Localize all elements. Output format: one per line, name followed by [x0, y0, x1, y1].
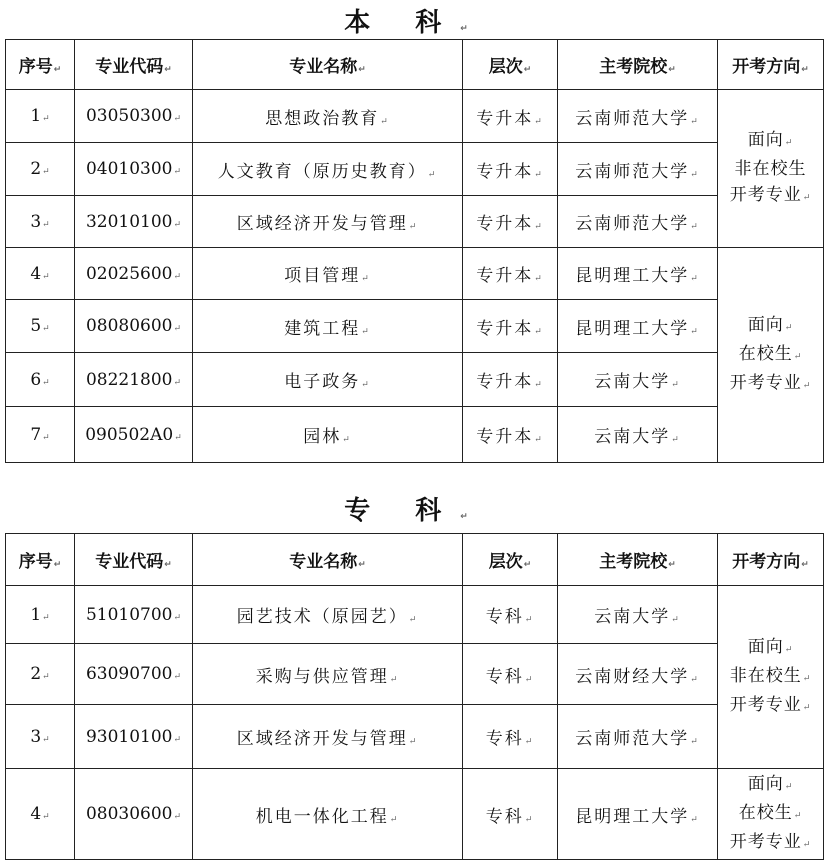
- cell-code: 04010300↵: [75, 143, 193, 196]
- cell-name: 园艺技术（原园艺）↵: [193, 586, 463, 644]
- cell-code: 32010100↵: [75, 196, 193, 248]
- cell-level: 专升本↵: [463, 407, 558, 463]
- header-level: 层次↵: [463, 40, 558, 90]
- cell-no: 7↵: [6, 407, 75, 463]
- cell-direction: 面向↵ 在校生↵ 开考专业↵: [718, 769, 824, 860]
- cell-direction: 面向↵ 非在校生↵ 开考专业↵: [718, 586, 824, 769]
- header-name: 专业名称↵: [193, 40, 463, 90]
- cell-level: 专科↵: [463, 769, 558, 860]
- cell-code: 02025600↵: [75, 248, 193, 300]
- college-title: 专 科↵: [344, 496, 486, 526]
- undergrad-table: [5, 39, 824, 463]
- table-row: [6, 248, 824, 300]
- paragraph-mark-icon: ↵: [460, 24, 486, 34]
- cell-code: 08221800↵: [75, 353, 193, 407]
- cell-direction: 面向↵ 非在校生 开考专业↵: [718, 90, 824, 248]
- cell-name: 思想政治教育↵: [193, 90, 463, 143]
- cell-name: 区域经济开发与管理↵: [193, 705, 463, 769]
- cell-name: 园林↵: [193, 407, 463, 463]
- header-level: 层次↵: [463, 534, 558, 586]
- header-name: 专业名称↵: [193, 534, 463, 586]
- undergrad-title: 本 科↵: [344, 8, 486, 38]
- table-row: [6, 644, 824, 705]
- cell-no: 5↵: [6, 300, 75, 353]
- cell-no: 2↵: [6, 143, 75, 196]
- table-row: [6, 353, 824, 407]
- cell-code: 51010700↵: [75, 586, 193, 644]
- cell-name: 项目管理↵: [193, 248, 463, 300]
- college-table: [5, 533, 824, 860]
- table-row: [6, 143, 824, 196]
- cell-no: 2↵: [6, 644, 75, 705]
- cell-code: 03050300↵: [75, 90, 193, 143]
- table-row: [6, 407, 824, 463]
- cell-name: 区域经济开发与管理↵: [193, 196, 463, 248]
- paragraph-mark-icon: ↵: [460, 512, 486, 522]
- cell-code: 08030600↵: [75, 769, 193, 860]
- cell-school: 云南大学↵: [558, 407, 718, 463]
- table-row: [6, 769, 824, 860]
- cell-school: 云南师范大学↵: [558, 143, 718, 196]
- header-school: 主考院校↵: [558, 40, 718, 90]
- cell-level: 专升本↵: [463, 300, 558, 353]
- table-row: [6, 90, 824, 143]
- table-row: [6, 705, 824, 769]
- cell-code: 63090700↵: [75, 644, 193, 705]
- cell-school: 昆明理工大学↵: [558, 300, 718, 353]
- cell-school: 云南师范大学↵: [558, 196, 718, 248]
- cell-direction: 面向↵ 在校生↵ 开考专业↵: [718, 248, 824, 463]
- cell-code: 090502A0↵: [75, 407, 193, 463]
- cell-no: 3↵: [6, 196, 75, 248]
- table-row: [6, 586, 824, 644]
- cell-level: 专科↵: [463, 705, 558, 769]
- cell-no: 4↵: [6, 248, 75, 300]
- header-code: 专业代码↵: [75, 40, 193, 90]
- cell-level: 专升本↵: [463, 143, 558, 196]
- cell-name: 电子政务↵: [193, 353, 463, 407]
- header-direction: 开考方向↵: [718, 40, 824, 90]
- cell-school: 云南大学↵: [558, 586, 718, 644]
- cell-no: 4↵: [6, 769, 75, 860]
- cell-level: 专升本↵: [463, 353, 558, 407]
- table-row: [6, 196, 824, 248]
- cell-school: 云南大学↵: [558, 353, 718, 407]
- cell-level: 专科↵: [463, 644, 558, 705]
- cell-code: 93010100↵: [75, 705, 193, 769]
- cell-school: 昆明理工大学↵: [558, 248, 718, 300]
- undergrad-header-row: [6, 40, 824, 90]
- cell-school: 云南财经大学↵: [558, 644, 718, 705]
- cell-school: 云南师范大学↵: [558, 90, 718, 143]
- header-no: 序号↵: [6, 40, 75, 90]
- cell-name: 人文教育（原历史教育）↵: [193, 143, 463, 196]
- cell-level: 专升本↵: [463, 248, 558, 300]
- header-school: 主考院校↵: [558, 534, 718, 586]
- cell-name: 机电一体化工程↵: [193, 769, 463, 860]
- cell-name: 建筑工程↵: [193, 300, 463, 353]
- cell-code: 08080600↵: [75, 300, 193, 353]
- cell-name: 采购与供应管理↵: [193, 644, 463, 705]
- cell-no: 1↵: [6, 90, 75, 143]
- cell-school: 云南师范大学↵: [558, 705, 718, 769]
- cell-level: 专科↵: [463, 586, 558, 644]
- cell-level: 专升本↵: [463, 90, 558, 143]
- header-no: 序号↵: [6, 534, 75, 586]
- cell-no: 3↵: [6, 705, 75, 769]
- header-code: 专业代码↵: [75, 534, 193, 586]
- cell-level: 专升本↵: [463, 196, 558, 248]
- header-direction: 开考方向↵: [718, 534, 824, 586]
- college-header-row: [6, 534, 824, 586]
- cell-no: 6↵: [6, 353, 75, 407]
- table-row: [6, 300, 824, 353]
- cell-school: 昆明理工大学↵: [558, 769, 718, 860]
- cell-no: 1↵: [6, 586, 75, 644]
